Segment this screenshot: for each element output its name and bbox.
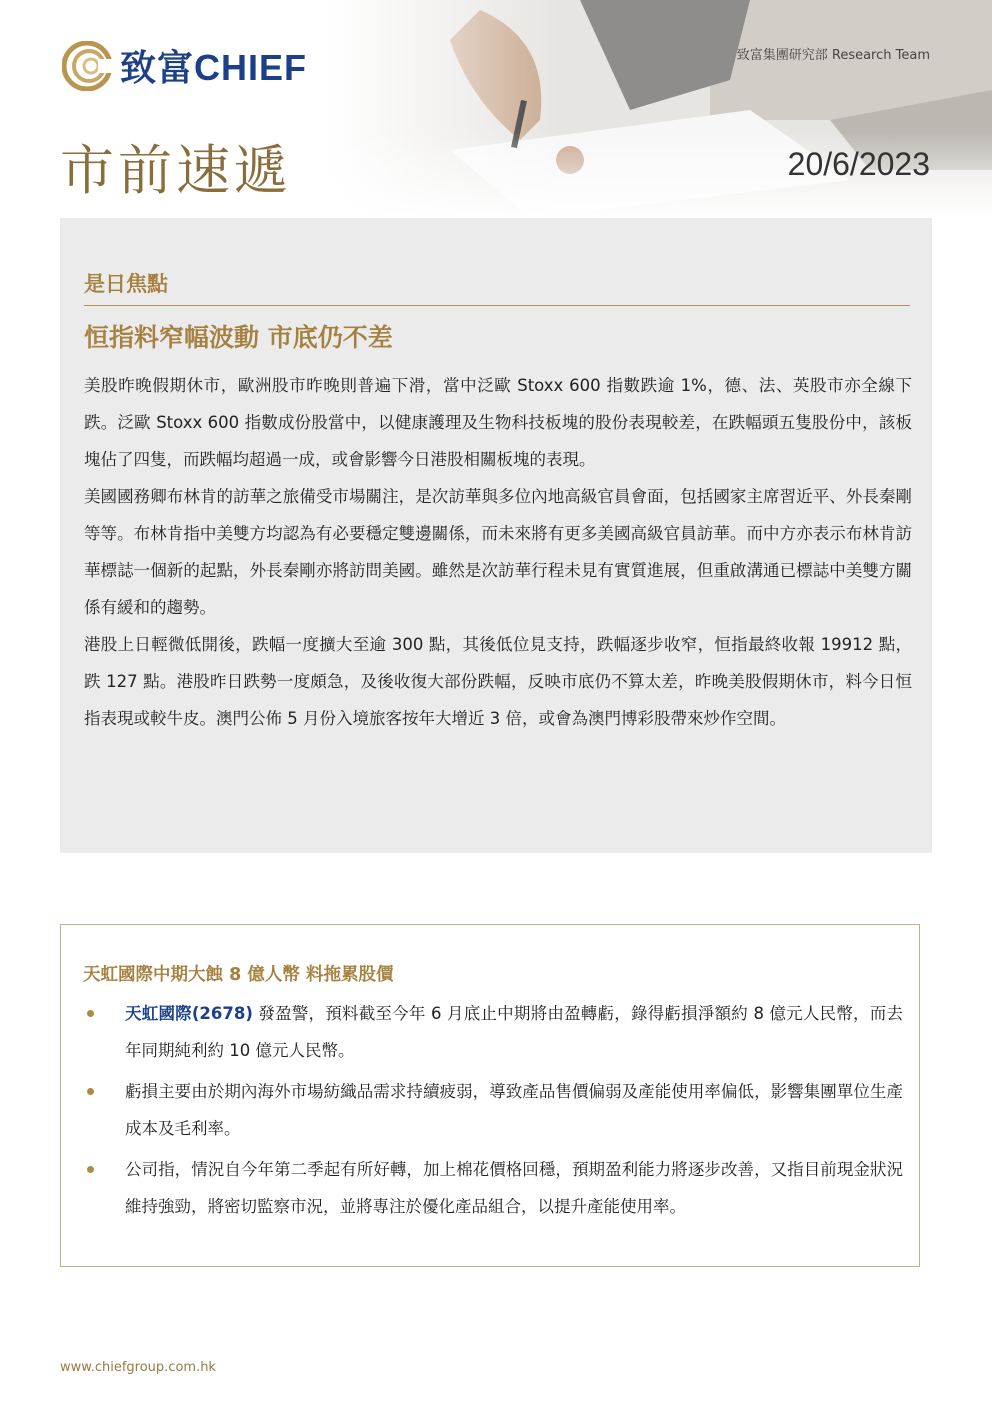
bullet-icon xyxy=(87,1166,94,1173)
news-list xyxy=(83,995,903,1229)
section-label: 是日焦點 xyxy=(84,272,168,296)
divider xyxy=(84,305,910,306)
footer-url: www.chiefgroup.com.hk xyxy=(60,1360,216,1375)
focus-headline: 恒指料窄幅波動 市底仍不差 xyxy=(84,323,393,352)
list-item xyxy=(83,995,903,1069)
daily-focus-section xyxy=(60,218,932,853)
focus-paragraph: 美國國務卿布林肯的訪華之旅備受市場關注，是次訪華與多位內地高級官員會面，包括國家主席習近平、外長秦剛等等。布林肯指中美雙方均認為有必要穩定雙邊關係，而未來將有更多美國高級官員訪華。而中方亦表示布林肯訪華標誌一個新的起點，外長秦剛亦將訪問美國。雖然是次訪華行程未見有實質進展，但重啟溝通已標誌中美雙方關係有緩和的趨勢。 xyxy=(84,487,912,617)
report-date: 20/6/2023 xyxy=(787,146,930,182)
list-item-text: 虧損主要由於期內海外市場紡織品需求持續疲弱，導致產品售價偏弱及產能使用率偏低，影響集團單位生產成本及毛利率。 xyxy=(125,1082,903,1138)
company-news-section xyxy=(60,924,920,1267)
company-logo xyxy=(62,40,307,91)
chief-swirl-icon xyxy=(62,41,112,91)
list-item-text: 公司指，情況自今年第二季起有所好轉，加上棉花價格回穩，預期盈利能力將逐步改善，又指目前現金狀況維持強勁，將密切監察市況，並將專注於優化產品組合，以提升產能使用率。 xyxy=(125,1160,903,1216)
focus-paragraph: 港股上日輕微低開後，跌幅一度擴大至逾 300 點，其後低位見支持，跌幅逐步收窄，恒指最終收報 19912 點，跌 127 點。港股昨日跌勢一度頗急，及後收復大部份跌幅，反映市底仍不算太差，昨晚美股假期休市，料今日恒指表現或較牛皮。澳門公佈 5 月份入境旅客按年大增近 3 倍，或會為澳門博彩股帶來炒作空間。 xyxy=(84,635,912,728)
bullet-icon xyxy=(87,1088,94,1095)
header-photo xyxy=(330,0,992,218)
news-title: 天虹國際中期大蝕 8 億人幣 料拖累股價 xyxy=(83,965,394,985)
page-title: 市前速遞 xyxy=(60,139,292,202)
focus-paragraph: 美股昨晚假期休市，歐洲股市昨晚則普遍下滑，當中泛歐 Stoxx 600 指數跌逾 1%，德、法、英股市亦全線下跌。泛歐 Stoxx 600 指數成份股當中，以健康護理及生物科技板塊的股份表現較差，在跌幅頭五隻股份中，該板塊佔了四隻，而跌幅均超過一成，或會影響今日港股相關板塊的表現。 xyxy=(84,376,912,469)
list-item-text: 發盈警，預料截至今年 6 月底止中期將由盈轉虧，錄得虧損淨額約 8 億元人民幣，而去年同期純利約 10 億元人民幣。 xyxy=(125,1004,903,1060)
bullet-icon xyxy=(87,1010,94,1017)
focus-body xyxy=(84,367,912,737)
list-item xyxy=(83,1073,903,1147)
department-label: 致富集團研究部 Research Team xyxy=(736,48,930,63)
list-item xyxy=(83,1151,903,1225)
logo-text: 致富CHIEF xyxy=(120,47,308,88)
company-name: 天虹國際(2678) xyxy=(125,1004,253,1023)
